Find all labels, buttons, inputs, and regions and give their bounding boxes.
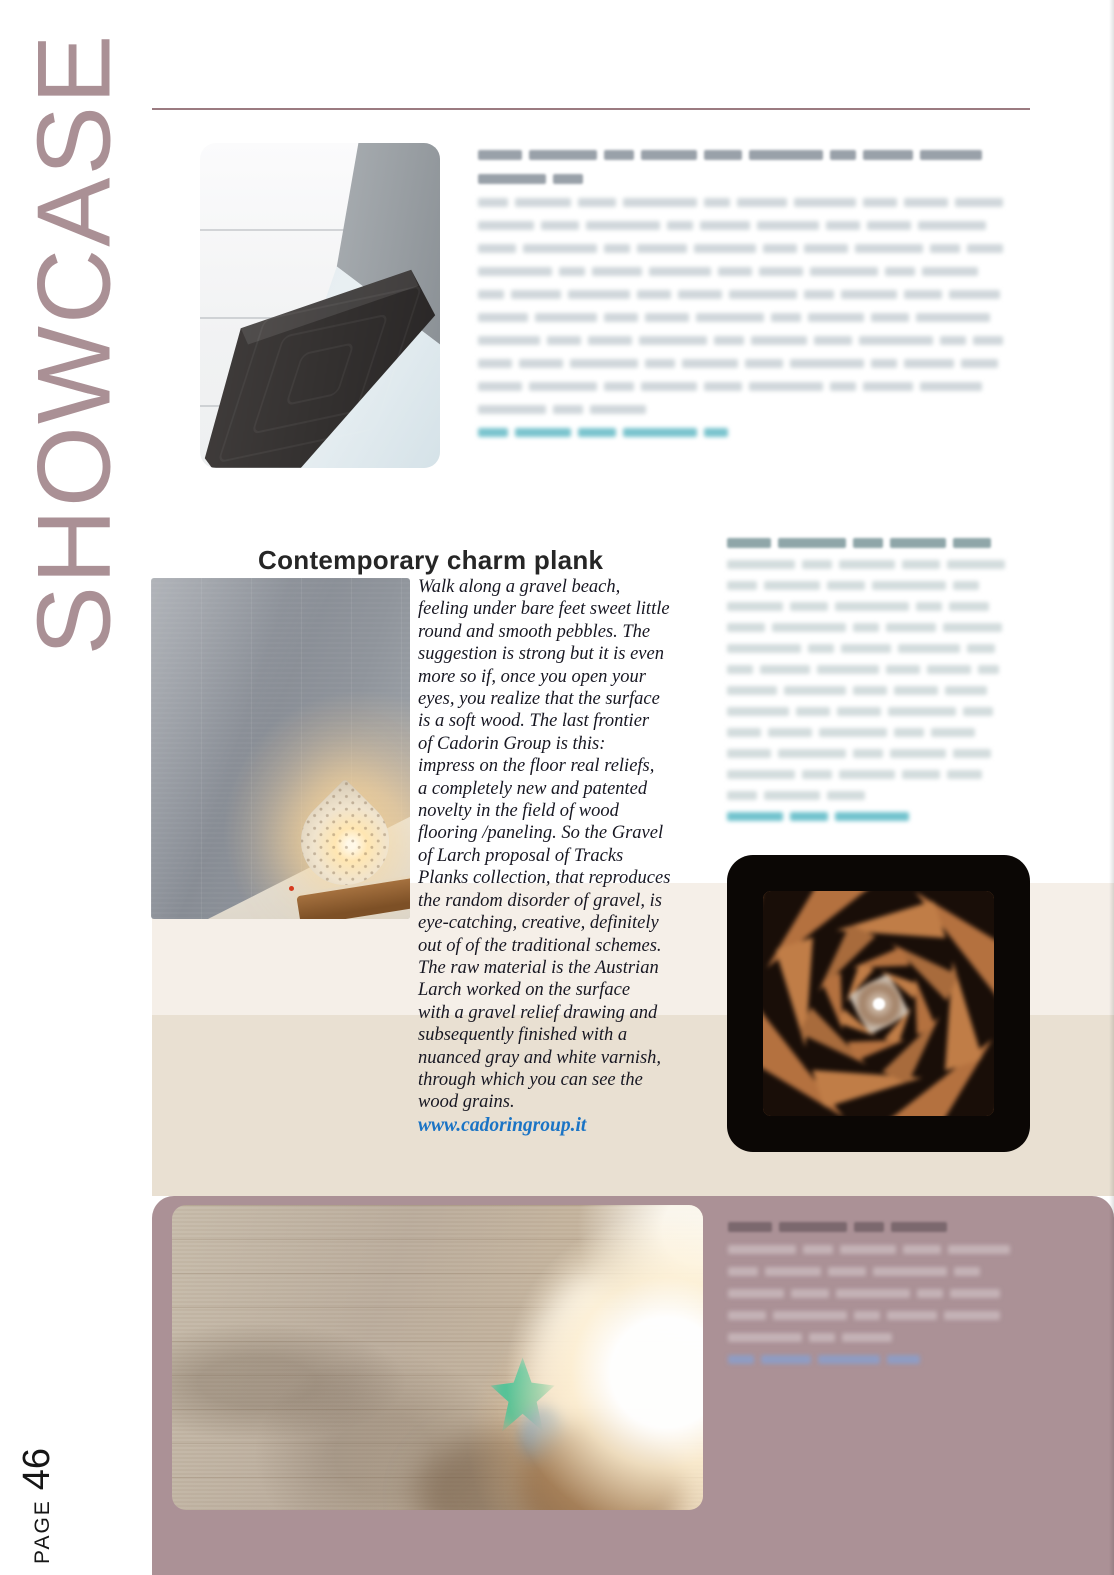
- blurred-word: [728, 1245, 796, 1254]
- article-line: suggestion is strong but it is even: [418, 644, 664, 665]
- article-line: wood grains.: [418, 1092, 515, 1113]
- blurred-word: [902, 560, 940, 569]
- blurred-word: [953, 749, 991, 758]
- blurred-word: [814, 336, 852, 345]
- blurred-text-line: [728, 1245, 1028, 1254]
- blurred-word: [836, 1289, 910, 1298]
- blurred-word: [727, 623, 765, 632]
- blurred-word: [778, 749, 846, 758]
- blurred-word: [837, 707, 881, 716]
- blurred-word: [511, 290, 561, 299]
- blurred-word: [947, 770, 982, 779]
- blurred-word: [827, 791, 865, 800]
- blurred-word: [588, 336, 632, 345]
- blurred-word: [854, 1222, 884, 1232]
- blurred-word: [854, 1311, 880, 1320]
- blurred-word: [764, 581, 820, 590]
- article-line: out of of the traditional schemes.: [418, 935, 662, 956]
- blurred-word: [641, 150, 697, 160]
- article-line: a completely new and patented: [418, 778, 648, 799]
- blurred-word: [727, 538, 771, 548]
- blurred-word: [830, 382, 856, 391]
- blurred-word: [704, 428, 728, 437]
- blurred-word: [835, 812, 909, 821]
- blurred-article-bottom-right: [728, 1222, 1028, 1377]
- blurred-text-line: [478, 313, 1010, 322]
- blurred-word: [839, 560, 895, 569]
- blurred-word: [898, 644, 960, 653]
- blurred-word: [841, 290, 897, 299]
- article-line: subsequently finished with a: [418, 1025, 628, 1046]
- blurred-article-top-right: [478, 150, 1010, 451]
- blurred-word: [916, 313, 990, 322]
- blurred-word: [535, 313, 597, 322]
- blurred-word: [478, 290, 504, 299]
- blurred-word: [809, 1333, 835, 1342]
- blurred-word: [790, 359, 864, 368]
- article-line: round and smooth pebbles. The: [418, 621, 651, 642]
- page-number: 46: [16, 1447, 58, 1491]
- blurred-word: [922, 267, 978, 276]
- blurred-word: [749, 150, 823, 160]
- blurred-word: [887, 1311, 937, 1320]
- blurred-text-line: [727, 749, 1012, 758]
- blurred-word: [700, 221, 750, 230]
- article-line: with a gravel relief drawing and: [418, 1002, 658, 1023]
- blurred-word: [950, 1289, 1000, 1298]
- blurred-text-line: [728, 1289, 1028, 1298]
- blurred-word: [888, 707, 956, 716]
- blurred-word: [778, 538, 846, 548]
- section-title-vertical: SHOWCASE: [16, 32, 133, 656]
- blurred-word: [886, 623, 936, 632]
- blurred-text-line: [478, 359, 1010, 368]
- blurred-word: [592, 267, 642, 276]
- blurred-word: [818, 1355, 880, 1364]
- blurred-word: [873, 1267, 947, 1276]
- blurred-word: [682, 359, 738, 368]
- blurred-text-line: [727, 707, 1012, 716]
- blurred-word: [948, 1245, 1010, 1254]
- blurred-word: [835, 602, 909, 611]
- blurred-word: [519, 359, 563, 368]
- blurred-word: [529, 150, 597, 160]
- blurred-word: [840, 1245, 896, 1254]
- blurred-word: [916, 602, 942, 611]
- spiral-center-dot: [873, 998, 885, 1010]
- blurred-word: [728, 1333, 802, 1342]
- blurred-word: [808, 313, 864, 322]
- blurred-word: [727, 728, 761, 737]
- blurred-text-line: [727, 686, 1012, 695]
- blurred-word: [863, 150, 913, 160]
- blurred-word: [871, 359, 897, 368]
- blurred-text-line: [728, 1333, 1028, 1342]
- blurred-word: [902, 770, 940, 779]
- blurred-word: [623, 428, 697, 437]
- blurred-word: [728, 1267, 758, 1276]
- blurred-word: [667, 221, 693, 230]
- blurred-word: [729, 290, 797, 299]
- blurred-word: [973, 336, 1003, 345]
- blurred-word: [853, 686, 887, 695]
- blurred-word: [478, 267, 552, 276]
- blurred-word: [728, 1355, 754, 1364]
- blurred-word: [927, 665, 971, 674]
- blurred-text-line: [478, 336, 1010, 345]
- blurred-word: [904, 290, 942, 299]
- blurred-word: [704, 150, 742, 160]
- blurred-word: [947, 560, 1005, 569]
- blurred-word: [954, 1267, 980, 1276]
- blurred-word: [623, 198, 697, 207]
- blurred-text-line: [478, 290, 1010, 299]
- blurred-word: [841, 644, 891, 653]
- article-line: through which you can see the: [418, 1069, 643, 1090]
- blurred-word: [727, 560, 795, 569]
- blurred-word: [955, 198, 1003, 207]
- blurred-text-line: [728, 1311, 1028, 1320]
- blurred-word: [872, 581, 946, 590]
- article-line: The raw material is the Austrian: [418, 957, 659, 978]
- blurred-word: [796, 707, 830, 716]
- blurred-word: [718, 267, 752, 276]
- blurred-word: [696, 313, 764, 322]
- blurred-word: [745, 359, 783, 368]
- blurred-word: [819, 728, 887, 737]
- blurred-word: [967, 644, 995, 653]
- article-line: Planks collection, that reproduces: [418, 868, 671, 889]
- blurred-word: [808, 644, 834, 653]
- blurred-word: [678, 290, 722, 299]
- blurred-word: [649, 267, 711, 276]
- blurred-word: [817, 665, 879, 674]
- blurred-text-line: [727, 581, 1012, 590]
- blurred-word: [604, 244, 630, 253]
- blurred-word: [604, 313, 638, 322]
- blurred-word: [523, 244, 597, 253]
- article-line: impress on the floor real reliefs,: [418, 756, 655, 777]
- article-line: is a soft wood. The last frontier: [418, 711, 650, 732]
- blurred-word: [515, 428, 571, 437]
- blurred-word: [590, 405, 646, 414]
- spiral-inlay-wood: [763, 891, 994, 1116]
- article-line: flooring /paneling. So the Gravel: [418, 823, 664, 844]
- blurred-word: [639, 336, 707, 345]
- blurred-word: [949, 290, 1000, 299]
- blurred-word: [727, 770, 795, 779]
- blurred-word: [804, 290, 834, 299]
- blurred-word: [890, 749, 946, 758]
- blurred-word: [759, 267, 803, 276]
- blurred-text-line: [727, 560, 1012, 569]
- blurred-word: [727, 749, 771, 758]
- blurred-word: [578, 428, 616, 437]
- blurred-word: [784, 686, 846, 695]
- blurred-word: [842, 1333, 892, 1342]
- blurred-word: [764, 791, 820, 800]
- blurred-word: [547, 336, 581, 345]
- wood-floor-photo: [172, 1205, 703, 1510]
- blurred-word: [828, 1267, 866, 1276]
- blurred-word: [737, 198, 787, 207]
- article-line: of Larch proposal of Tracks: [418, 845, 624, 866]
- blurred-word: [885, 267, 915, 276]
- blurred-word: [855, 244, 923, 253]
- blurred-word: [553, 174, 583, 184]
- blurred-word: [863, 198, 897, 207]
- blurred-word: [645, 359, 675, 368]
- blurred-word: [904, 198, 948, 207]
- blurred-word: [727, 707, 789, 716]
- blurred-word: [894, 686, 938, 695]
- blurred-word: [826, 221, 860, 230]
- blurred-word: [886, 665, 920, 674]
- blurred-word: [791, 1289, 829, 1298]
- blurred-word: [478, 382, 522, 391]
- blurred-word: [794, 198, 856, 207]
- blurred-word: [727, 791, 757, 800]
- blurred-text-line: [478, 405, 1010, 414]
- blurred-word: [940, 336, 966, 345]
- blurred-word: [478, 428, 508, 437]
- blurred-word: [478, 313, 528, 322]
- blurred-word: [578, 198, 616, 207]
- blurred-word: [804, 244, 848, 253]
- blurred-text-line: [728, 1355, 1028, 1364]
- blurred-word: [478, 174, 546, 184]
- blurred-word: [478, 198, 508, 207]
- blurred-text-line: [478, 174, 1010, 184]
- blurred-word: [559, 267, 585, 276]
- blurred-text-line: [478, 150, 1010, 160]
- blurred-word: [478, 244, 516, 253]
- blurred-word: [839, 770, 895, 779]
- blurred-word: [727, 812, 783, 821]
- red-bookmark: [289, 886, 294, 891]
- blurred-text-line: [727, 602, 1012, 611]
- blurred-text-line: [478, 267, 1010, 276]
- blurred-word: [802, 770, 832, 779]
- blurred-word: [771, 313, 801, 322]
- blurred-text-line: [727, 644, 1012, 653]
- article-line: Walk along a gravel beach,: [418, 577, 621, 597]
- blurred-text-line: [727, 791, 1012, 800]
- blurred-word: [944, 1311, 1000, 1320]
- blurred-word: [763, 244, 797, 253]
- article-line: nuanced gray and white varnish,: [418, 1047, 662, 1068]
- blurred-word: [917, 1289, 943, 1298]
- blurred-word: [802, 560, 832, 569]
- blurred-word: [790, 602, 828, 611]
- blurred-word: [768, 728, 812, 737]
- blurred-text-line: [727, 623, 1012, 632]
- article-lines: [418, 576, 718, 1114]
- blurred-word: [553, 405, 583, 414]
- blurred-word: [478, 221, 534, 230]
- blurred-word: [704, 198, 730, 207]
- blurred-word: [961, 359, 998, 368]
- blurred-word: [604, 150, 634, 160]
- blurred-word: [728, 1289, 784, 1298]
- blurred-word: [604, 382, 634, 391]
- article-line: eyes, you realize that the surface: [418, 689, 660, 710]
- blurred-word: [891, 1222, 947, 1232]
- blurred-word: [963, 707, 993, 716]
- article-line: feeling under bare feet sweet little: [418, 599, 670, 620]
- blurred-word: [930, 244, 960, 253]
- article-line: of Cadorin Group is this:: [418, 733, 606, 754]
- article-line: eye-catching, creative, definitely: [418, 913, 659, 934]
- blurred-word: [853, 749, 883, 758]
- blurred-word: [728, 1222, 772, 1232]
- blurred-word: [827, 581, 865, 590]
- blurred-word: [949, 602, 989, 611]
- blurred-word: [637, 244, 687, 253]
- blurred-word: [803, 1245, 833, 1254]
- blurred-word: [727, 644, 801, 653]
- blurred-word: [953, 581, 979, 590]
- top-rule-line: [152, 108, 1030, 110]
- blurred-word: [867, 221, 911, 230]
- blurred-word: [810, 267, 878, 276]
- blurred-article-mid-right: [727, 538, 1012, 833]
- blurred-word: [478, 359, 512, 368]
- blurred-word: [945, 686, 987, 695]
- page-number-vertical: [16, 1436, 60, 1564]
- blurred-text-line: [727, 665, 1012, 674]
- blurred-word: [863, 382, 913, 391]
- blurred-word: [903, 1245, 941, 1254]
- blurred-word: [859, 336, 933, 345]
- blurred-word: [637, 290, 671, 299]
- blurred-word: [586, 221, 660, 230]
- article-line: Larch worked on the surface: [418, 980, 631, 1001]
- blurred-word: [772, 623, 846, 632]
- blurred-word: [727, 602, 783, 611]
- blurred-text-line: [727, 538, 1012, 548]
- page-label: PAGE: [31, 1499, 54, 1564]
- blurred-word: [920, 382, 982, 391]
- blurred-word: [727, 686, 777, 695]
- blurred-word: [727, 665, 753, 674]
- blurred-word: [478, 150, 522, 160]
- plank-wall-lamp-photo: [151, 578, 410, 919]
- blurred-word: [478, 405, 546, 414]
- article-heading: Contemporary charm plank: [258, 545, 604, 575]
- blurred-word: [894, 728, 924, 737]
- blurred-word: [529, 382, 597, 391]
- blurred-word: [478, 336, 540, 345]
- blurred-word: [727, 581, 757, 590]
- article-line: novelty in the field of wood: [418, 801, 619, 822]
- blurred-word: [790, 812, 828, 821]
- blurred-word: [751, 336, 807, 345]
- blurred-word: [760, 665, 810, 674]
- blurred-text-line: [727, 728, 1012, 737]
- blurred-word: [830, 150, 856, 160]
- blurred-word: [515, 198, 571, 207]
- blurred-word: [853, 538, 883, 548]
- blurred-word: [779, 1222, 847, 1232]
- blurred-word: [920, 150, 982, 160]
- blurred-word: [645, 313, 689, 322]
- blurred-word: [704, 382, 742, 391]
- article-line: the random disorder of gravel, is: [418, 890, 662, 911]
- blurred-word: [765, 1267, 821, 1276]
- blurred-word: [568, 290, 630, 299]
- blurred-word: [541, 221, 579, 230]
- blurred-text-line: [728, 1267, 1028, 1276]
- blurred-word: [694, 244, 756, 253]
- blurred-word: [918, 221, 986, 230]
- article-body: [418, 576, 718, 1137]
- blurred-text-line: [728, 1222, 1028, 1232]
- blurred-word: [931, 728, 975, 737]
- blurred-word: [757, 221, 819, 230]
- blurred-text-line: [727, 812, 1012, 821]
- blurred-word: [773, 1311, 847, 1320]
- blurred-word: [714, 336, 744, 345]
- warm-light-glow: [172, 1205, 703, 1510]
- blurred-word: [570, 359, 638, 368]
- page-edge-shadow: [1109, 0, 1114, 1575]
- blurred-word: [967, 244, 1003, 253]
- blurred-word: [761, 1355, 811, 1364]
- blurred-word: [904, 359, 954, 368]
- blurred-word: [978, 665, 999, 674]
- shower-tray-photo: [200, 143, 440, 468]
- blurred-text-line: [478, 244, 1010, 253]
- blurred-word: [890, 538, 946, 548]
- blurred-word: [871, 313, 909, 322]
- website-link[interactable]: www.cadoringroup.it: [418, 1114, 587, 1136]
- blurred-word: [943, 623, 1002, 632]
- blurred-word: [887, 1355, 920, 1364]
- spiral-inlay-photo: [727, 855, 1030, 1152]
- blurred-text-line: [478, 221, 1010, 230]
- blurred-word: [953, 538, 991, 548]
- blurred-word: [641, 382, 697, 391]
- blurred-text-line: [478, 382, 1010, 391]
- blurred-word: [853, 623, 879, 632]
- blurred-word: [728, 1311, 766, 1320]
- blurred-text-line: [478, 428, 1010, 437]
- blurred-word: [749, 382, 823, 391]
- blurred-text-line: [727, 770, 1012, 779]
- blurred-text-line: [478, 198, 1010, 207]
- article-line: more so if, once you open your: [418, 666, 646, 687]
